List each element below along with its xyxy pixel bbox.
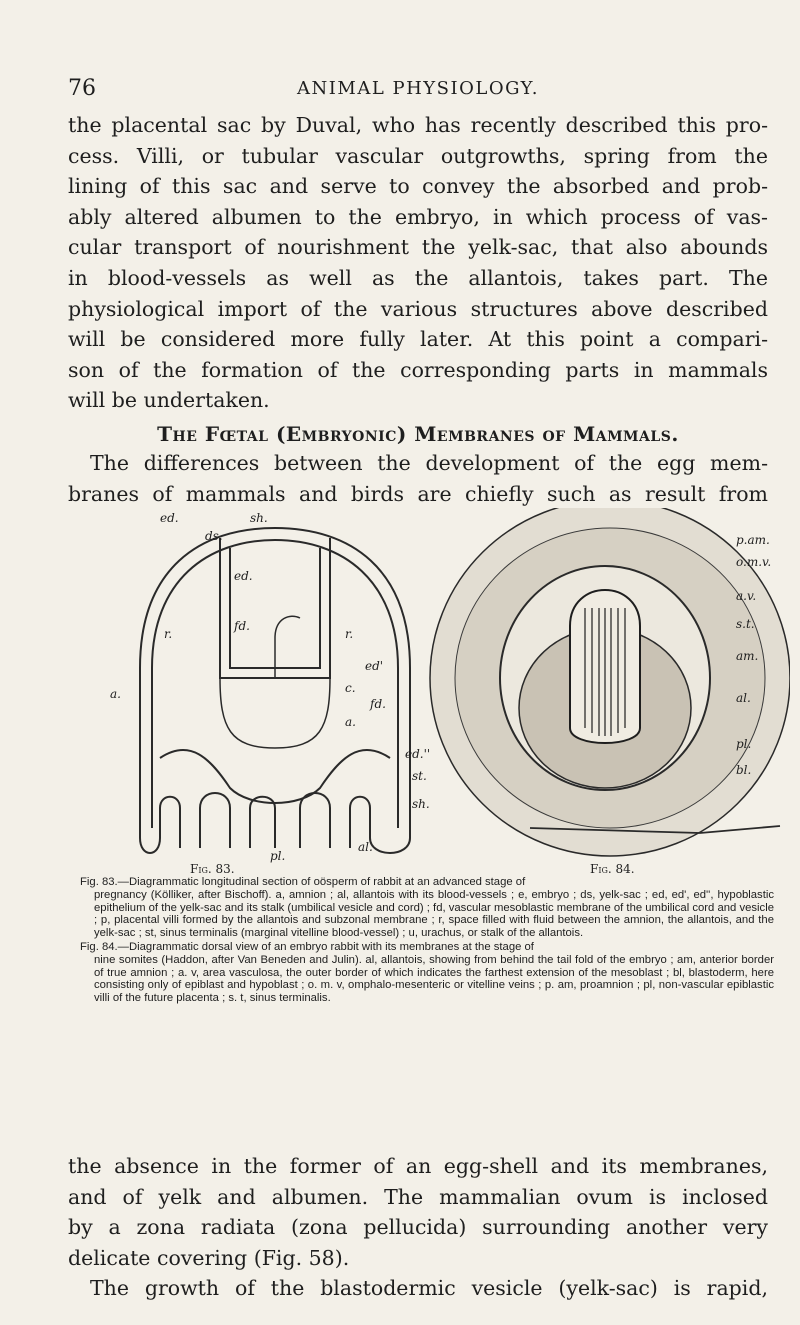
text-line: and of yelk and albumen. The mammalian ovum is inclosed	[68, 1184, 768, 1209]
fig83-label-ed-inner: ed.	[234, 569, 253, 583]
text-line: physiological import of the various structures above described	[68, 296, 768, 321]
paragraph-2	[68, 448, 768, 509]
text-line: the placental sac by Duval, who has recently described this pro-	[68, 113, 768, 137]
fig84-label-al: al.	[736, 691, 751, 705]
section-heading: The Fœtal (Embryonic) Membranes of Mammals.	[157, 422, 679, 446]
fig83-label-c: c.	[345, 681, 356, 695]
fig83-label-a-center: a.	[345, 715, 356, 729]
fig83-label-pl: pl.	[270, 849, 286, 863]
fig84-label-s-t: s.t.	[736, 617, 755, 631]
running-head: ANIMAL PHYSIOLOGY.	[297, 78, 539, 99]
fig-83-label: Fig. 83.	[190, 862, 235, 876]
page-header	[68, 76, 768, 100]
text-line: The growth of the blastodermic vesicle (yelk-sac) is rapid,	[90, 1276, 768, 1301]
figures-83-84	[100, 508, 790, 928]
fig84-label-am: am.	[736, 649, 759, 663]
fig83-label-ds: ds.	[205, 529, 223, 543]
fig83-label-sh: sh.	[250, 511, 268, 525]
fig84-label-bl: bl.	[736, 763, 752, 777]
paragraph-3	[68, 1151, 768, 1304]
fig84-label-p-am: p.am.	[736, 533, 770, 547]
caption-first-line: Fig. 84.—Diagrammatic dorsal view of an embryo rabbit with its membranes at the stage of	[80, 940, 534, 953]
fig83-label-ed-prime: ed'	[365, 659, 384, 673]
page-number: 76	[68, 76, 96, 101]
text-line: will be considered more fully later. At this point a compari-	[68, 327, 768, 352]
fig83-label-ed-double: ed.''	[405, 747, 431, 761]
fig84-label-o-m-v: o.m.v.	[736, 555, 772, 569]
fig83-label-a-left: a.	[110, 687, 121, 701]
text-line: ably altered albumen to the embryo, in which process of vas-	[68, 204, 768, 229]
fig-84-label: Fig. 84.	[590, 862, 635, 876]
fig83-label-r-right: r.	[345, 627, 354, 641]
caption-fig-83	[80, 876, 774, 940]
fig83-label-ed: ed.	[160, 511, 179, 525]
caption-body: nine somites (Haddon, after Van Beneden and Julin). al, allantois, showing from behind the tail fold of the embryo ; am, anterior border of true amnion ; a. v, area vasculosa, the outer border of which indicates the farthest extension of the mesoblast ; bl, blastoderm, here consisting only of epiblast and hypoblast ; o. m. v, omphalo-mesenteric or vitelline veins ; p. am, proamnion ; pl, non-vascular epiblastic villi of the future placenta ; s. t, sinus terminalis.	[94, 953, 774, 1005]
fig83-label-al: al.	[358, 840, 373, 854]
text-line: The differences between the development of the egg mem-	[90, 451, 768, 475]
text-line: lining of this sac and serve to convey the absorbed and prob-	[68, 174, 768, 199]
fig83-label-st: st.	[412, 769, 427, 783]
text-line: cess. Villi, or tubular vascular outgrowths, spring from the	[68, 143, 768, 168]
text-line: will be undertaken.	[68, 388, 270, 413]
text-line: delicate covering (Fig. 58).	[68, 1245, 350, 1270]
text-line: by a zona radiata (zona pellucida) surrounding another very	[68, 1215, 768, 1240]
text-line: son of the formation of the corresponding parts in mammals	[68, 357, 768, 382]
caption-body: pregnancy (Kölliker, after Bischoff). a, amnion ; al, allantois with its blood-vessels ; e, embryo ; ds, yelk-sac ; ed, ed', ed'', hypoblastic epithelium of the yelk-sac and its stalk (umbilical vesicle and cord) ; fd, vascular mesoblastic membrane of the umbilical cord and vesicle ; p, placental villi formed by the allantois and subzonal membrane ; r, space filled with fluid between the amnion, the allantois, and the yelk-sac ; st, sinus terminalis (marginal vitelline blood-vessel) ; u, urachus, or stalk of the allantois.	[94, 888, 774, 940]
text-line: in blood-vessels as well as the allantois, takes part. The	[68, 265, 768, 290]
caption-first-line: Fig. 83.—Diagrammatic longitudinal section of oösperm of rabbit at an advanced stage of	[80, 876, 526, 888]
figure-captions	[80, 876, 774, 1006]
fig84-label-pl: pl.	[736, 737, 752, 751]
caption-fig-84	[80, 940, 774, 1005]
text-line: branes of mammals and birds are chiefly such as result from	[68, 481, 768, 506]
figure-83-diagram	[100, 508, 790, 868]
fig83-label-fd-right: fd.	[370, 697, 386, 711]
paragraph-1	[68, 110, 768, 416]
fig83-label-fd: fd.	[234, 619, 250, 633]
fig83-label-r-left: r.	[164, 627, 173, 641]
fig84-label-a-v: a.v.	[736, 589, 757, 603]
text-line: the absence in the former of an egg-shell and its membranes,	[68, 1154, 768, 1178]
fig83-label-sh-bottom: sh.	[412, 797, 430, 811]
text-line: cular transport of nourishment the yelk-sac, that also abounds	[68, 235, 768, 260]
